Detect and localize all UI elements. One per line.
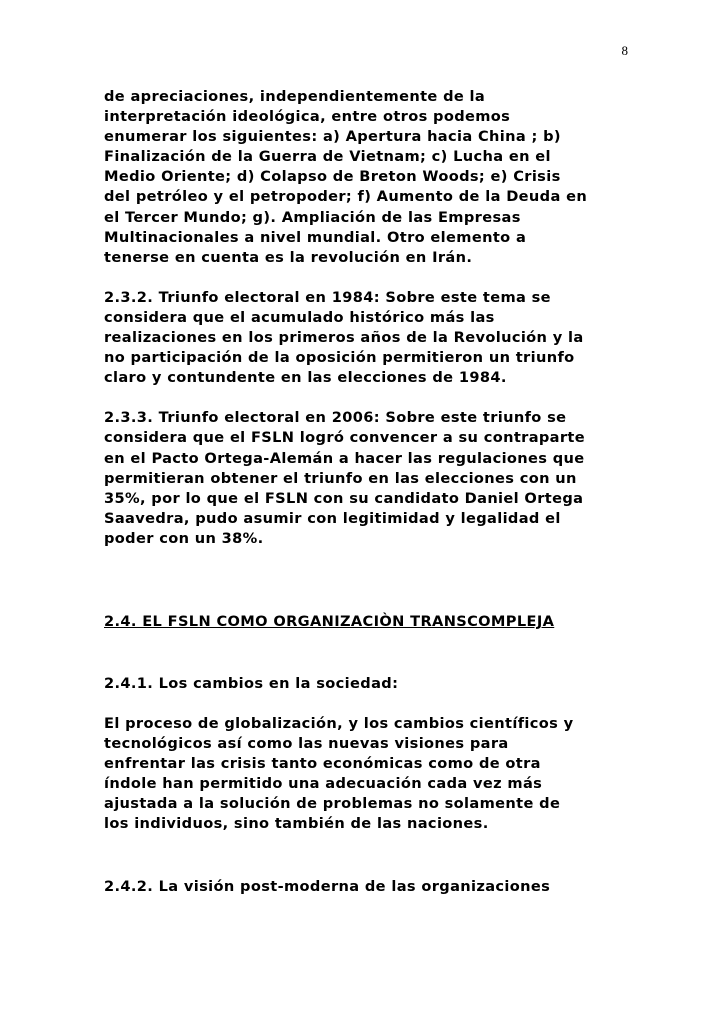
text-line: Finalización de la Guerra de Vietnam; c) Lucha en el: [104, 148, 551, 166]
text-line: 2.3.3. Triunfo electoral en 2006: Sobre este triunfo se: [104, 409, 567, 427]
text-line: de apreciaciones, independientemente de la: [104, 88, 486, 105]
text-line: tenerse en cuenta es la revolución en Irán.: [104, 248, 473, 266]
text-line: considera que el acumulado histórico más las: [104, 308, 495, 326]
text-line: poder con un 38%.: [104, 529, 264, 547]
text-line: Saavedra, pudo asumir con legitimidad y legalidad el: [104, 509, 561, 527]
subsection-heading-postmodern-vision: 2.4.2. La visión post-moderna de las organizaciones: [104, 877, 551, 895]
text-line: enfrentar las crisis tanto económicas como de otra: [104, 755, 541, 773]
document-body: [104, 87, 636, 897]
text-line: ajustada a la solución de problemas no solamente de: [104, 795, 561, 813]
page-number: 8: [621, 43, 628, 58]
paragraph-economic-factors: [104, 87, 636, 268]
text-line: Medio Oriente; d) Colapso de Breton Woods; e) Crisis: [104, 168, 561, 186]
text-line: claro y contundente en las elecciones de 1984.: [104, 369, 507, 387]
section-heading: 2.4. EL FSLN COMO ORGANIZACIÒN TRANSCOMPLEJA: [104, 612, 555, 630]
text-line: índole han permitido una adecuación cada vez más: [104, 775, 543, 793]
text-line: Multinacionales a nivel mundial. Otro elemento a: [104, 228, 527, 246]
paragraph-globalization: [104, 714, 636, 835]
text-line: 35%, por lo que el FSLN con su candidato Daniel Ortega: [104, 489, 584, 507]
text-line: en el Pacto Ortega-Alemán a hacer las regulaciones que: [104, 449, 585, 467]
paragraph-1984-election: [104, 288, 636, 388]
text-line: considera que el FSLN logró convencer a su contraparte: [104, 429, 586, 447]
text-line: interpretación ideológica, entre otros podemos: [104, 108, 511, 126]
text-line: El proceso de globalización, y los cambios científicos y: [104, 714, 574, 732]
text-line: tecnológicos así como las nuevas visiones para: [104, 735, 509, 753]
text-line: enumerar los siguientes: a) Apertura hacia China ; b): [104, 128, 561, 146]
text-line: realizaciones en los primeros años de la Revolución y la: [104, 329, 584, 347]
text-line: el Tercer Mundo; g). Ampliación de las Empresas: [104, 208, 521, 226]
text-line: del petróleo y el petropoder; f) Aumento de la Deuda en: [104, 188, 588, 206]
text-line: 2.3.2. Triunfo electoral en 1984: Sobre este tema se: [104, 288, 551, 306]
paragraph-2006-election: [104, 408, 636, 549]
text-line: permitieran obtener el triunfo en las elecciones con un: [104, 469, 577, 487]
subsection-heading-social-changes: 2.4.1. Los cambios en la sociedad:: [104, 674, 399, 692]
text-line: los individuos, sino también de las naciones.: [104, 815, 489, 833]
text-line: no participación de la oposición permitieron un triunfo: [104, 349, 575, 367]
